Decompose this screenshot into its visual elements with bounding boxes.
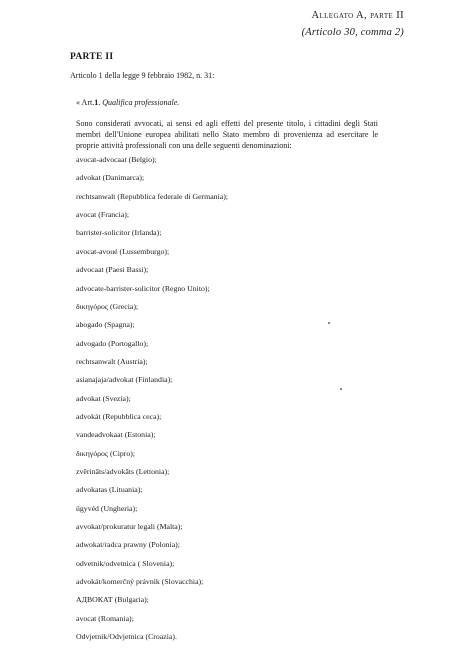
list-item: rechtsanwalt (Austria); — [76, 356, 148, 366]
list-item: Odvjetnik/Odvjetnica (Croazia). — [76, 632, 177, 642]
list-item: abogado (Spagna); — [76, 320, 135, 330]
article-title: Qualifica professionale. — [102, 98, 180, 107]
part-title: PARTE II — [70, 52, 114, 62]
list-item: advokát (Repubblica ceca); — [76, 411, 162, 421]
list-item: vandeadvokaat (Estonia); — [76, 430, 156, 440]
article-reference: (Articolo 30, comma 2) — [301, 27, 404, 38]
list-item: adwokat/radca prawny (Polonia); — [76, 540, 180, 550]
list-item: avocat-avoué (Lussemburgo); — [76, 246, 170, 256]
list-item: advokat (Svezia); — [76, 393, 131, 403]
scan-speck — [340, 388, 342, 390]
list-item: АДВОКАТ (Bulgaria); — [76, 595, 149, 605]
article-number: 1 — [94, 98, 99, 107]
list-item: advokát/komerčný právnik (Slovacchia); — [76, 577, 204, 586]
annex-reference: Allegato A, parte II — [311, 10, 404, 21]
list-item: avvokat/prokuratur legali (Malta); — [76, 522, 183, 531]
article-paragraph: Sono considerati avvocati, ai sensi ed agli effetti del presente titolo, i cittadini degli Stati membri dell'Unione europea abilitati nello Stato membro di provenienza ad esercitare le proprie attività professionali con una delle seguenti denominazioni: — [76, 119, 378, 151]
list-item: asianajaja/advokat (Finlandia); — [76, 375, 173, 385]
list-item: avocat-advocaat (Belgio); — [76, 155, 157, 164]
list-item: odvetnik/odvetnica ( Slovenia); — [76, 558, 175, 568]
list-item: advogado (Portogallo); — [76, 338, 149, 348]
article-prefix: « Art. — [76, 98, 95, 107]
list-item: barrister-solicitor (Irlanda); — [76, 228, 162, 238]
list-item: avocat (Romania); — [76, 613, 134, 623]
intro-line: Articolo 1 della legge 9 febbraio 1982, n. 31: — [70, 71, 215, 80]
list-item: δικηγόρος (Grecia); — [76, 301, 139, 311]
scan-speck — [328, 322, 330, 324]
list-item: avocat (Francia); — [76, 210, 130, 220]
article-separator: . — [98, 98, 103, 107]
list-item: ügyvéd (Ungheria); — [76, 503, 138, 513]
list-item: advokatas (Lituania); — [76, 485, 143, 495]
list-item: δικηγόρος (Cipro); — [76, 448, 136, 458]
list-item: zvērināts/advokāts (Lettonia); — [76, 467, 170, 476]
list-item: advocate-barrister-solicitor (Regno Unito); — [76, 283, 210, 293]
list-item: rechtsanwalt (Repubblica federale di Germania); — [76, 191, 228, 201]
list-item: advokat (Danimarca); — [76, 173, 145, 183]
list-item: advocaat (Paesi Bassi); — [76, 265, 149, 275]
article-heading — [76, 98, 179, 107]
